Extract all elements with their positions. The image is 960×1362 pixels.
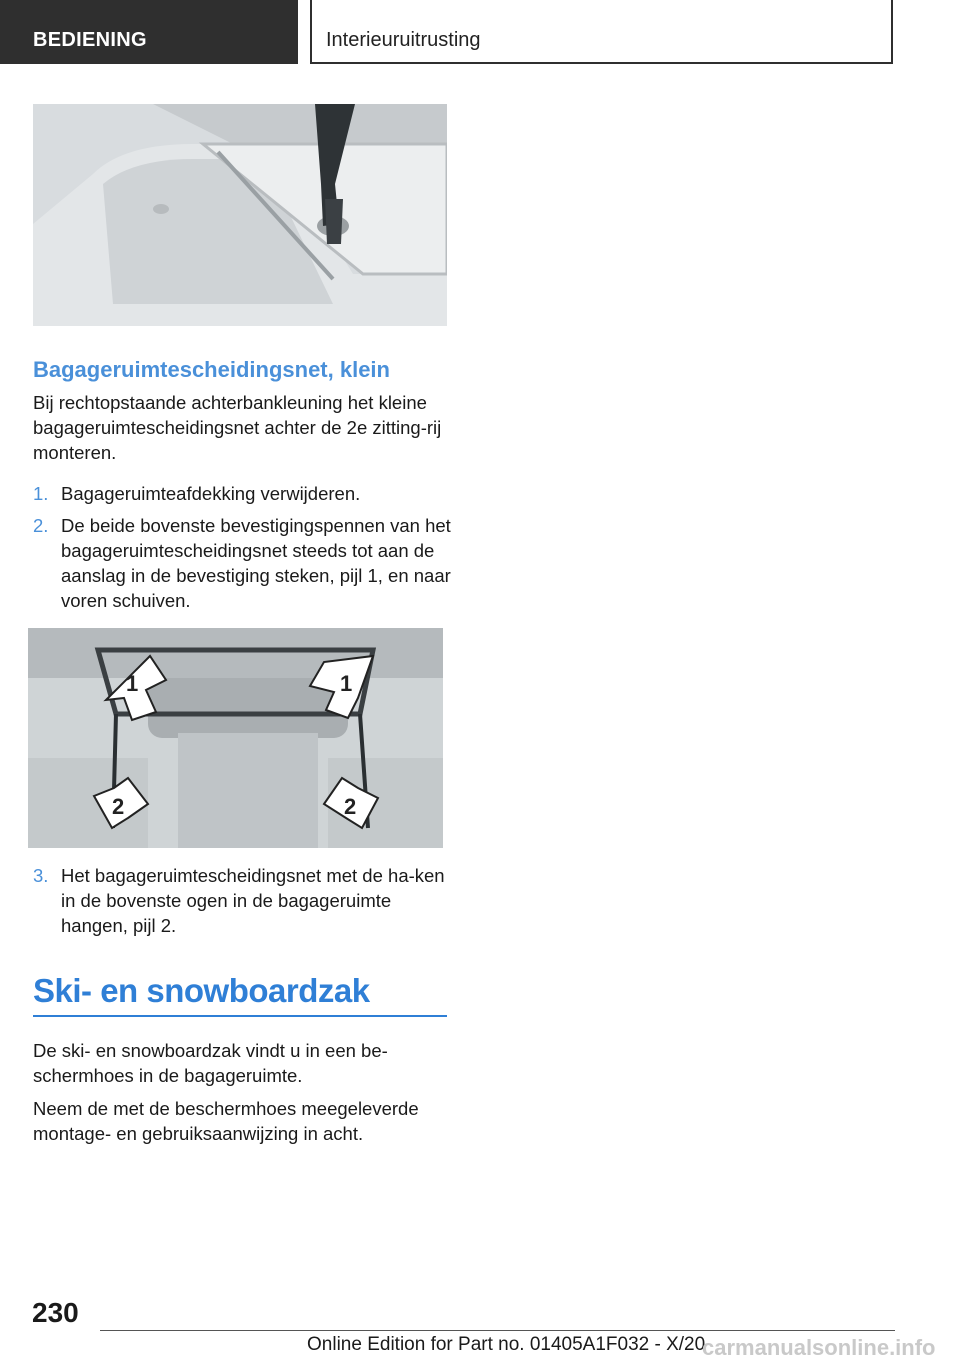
header-chapter-label: Interieuruitrusting (326, 29, 481, 51)
arrow-label: 1 (126, 671, 139, 696)
net-installation-illustration (28, 628, 443, 848)
step-number: 2. (33, 515, 49, 536)
site-watermark: carmanualsonline.info (702, 1335, 936, 1360)
ski-bag-paragraph-1: De ski- en snowboardzak vindt u in een be-schermhoes in de bagageruimte. (33, 1040, 388, 1086)
arrow-label: 2 (344, 794, 357, 819)
section-title-small-net: Bagageruimtescheidingsnet, klein (33, 357, 390, 382)
arrow-label: 2 (112, 794, 125, 819)
step-text: De beide bovenste bevestigingspennen van het bagageruimtescheidingsnet steeds tot aan de aanslag in de bevestiging steken, pijl 1, en naar voren schuiven. (61, 515, 451, 611)
header-chapter-box (310, 0, 893, 64)
arrow-label: 1 (340, 671, 353, 696)
step-text: Het bagageruimtescheidingsnet met de ha-ken in de bovenste ogen in de bagageruimte hangen, pijl 2. (61, 865, 445, 936)
page-number: 230 (32, 1297, 79, 1328)
ski-bag-paragraph-2: Neem de met de beschermhoes meegeleverde montage- en gebruiksaanwijzing in acht. (33, 1098, 419, 1144)
step-text: Bagageruimteafdekking verwijderen. (61, 483, 361, 504)
intro-paragraph: Bij rechtopstaande achterbankleuning het kleine bagageruimtescheidingsnet achter de 2e zitting-rij monteren. (33, 392, 442, 463)
footer-edition: Online Edition for Part no. 01405A1F032 - X/20 (307, 1334, 706, 1355)
header-section-tab (0, 0, 298, 64)
footer-divider (100, 1330, 895, 1331)
step-number: 1. (33, 483, 49, 504)
trunk-mount-illustration (33, 104, 447, 326)
section-divider (33, 1015, 447, 1017)
header-section-label: BEDIENING (33, 29, 147, 51)
step-number: 3. (33, 865, 49, 886)
section-title-ski-bag: Ski- en snowboardzak (33, 972, 370, 1009)
